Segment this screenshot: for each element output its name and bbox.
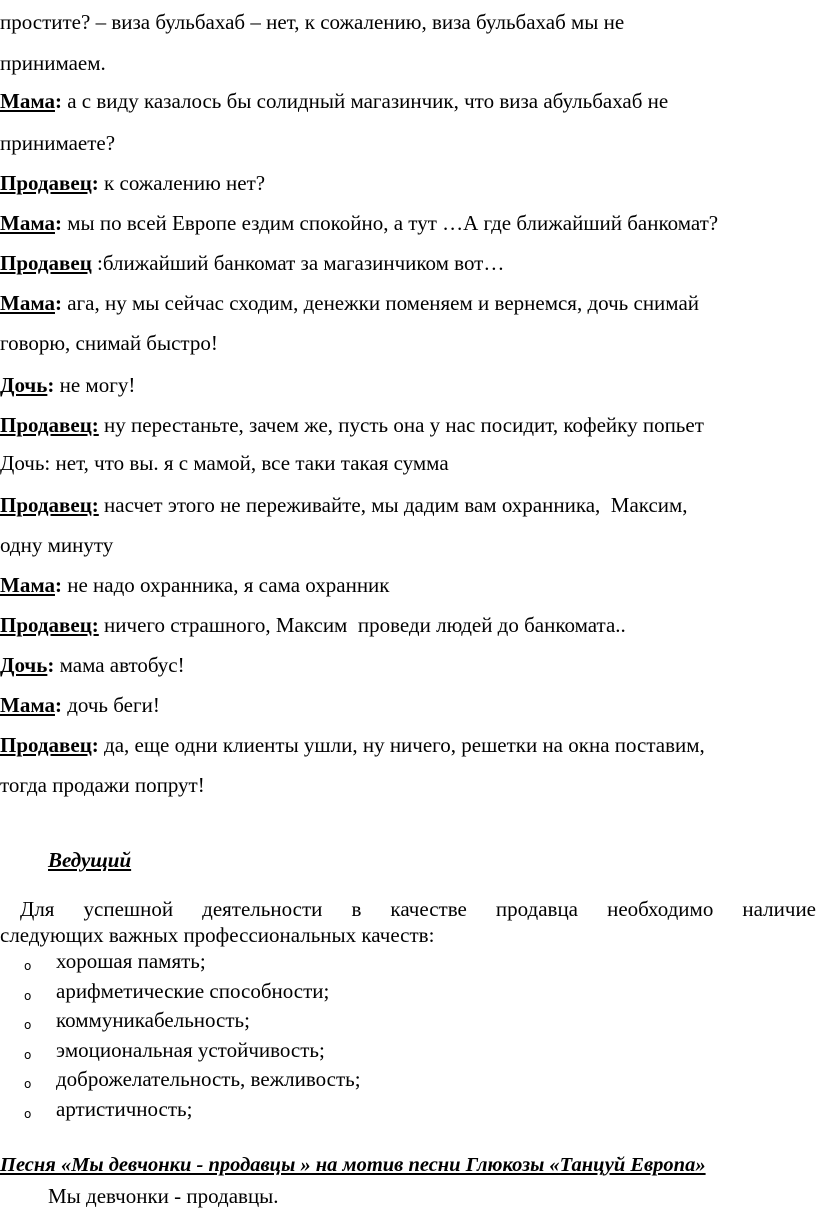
dialogue-line: [0, 733, 705, 757]
dialogue-text: мы по всей Европе ездим спокойно, а тут …А где ближайший банкомат?: [61, 211, 719, 235]
dialogue-text: говорю, снимай быстро!: [0, 331, 218, 355]
speaker-name: Мама: [0, 211, 55, 235]
dialogue-line: [0, 533, 113, 557]
dialogue-line: [0, 331, 218, 355]
bullet-marker: o: [24, 959, 32, 973]
dialogue-text: ну перестаньте, зачем же, пусть она у нас посидит, кофейку попьет: [98, 413, 704, 437]
bullet-marker: o: [24, 1047, 32, 1062]
quality-text: доброжелательность, вежливость;: [56, 1067, 361, 1092]
dialogue-line: [0, 413, 704, 437]
dialogue-text: насчет этого не переживайте, мы дадим вам охранника, Максим,: [98, 493, 688, 517]
speaker-name: Продавец:: [0, 493, 99, 517]
speaker-name: Продавец:: [0, 413, 99, 437]
dialogue-text: а с виду казалось бы солидный магазинчик, что виза абульбахаб не: [61, 89, 669, 113]
dialogue-text: к сожалению нет?: [98, 171, 266, 195]
dialogue-line: [0, 451, 449, 475]
paragraph-line-2: следующих важных профессиональных качеств:: [0, 923, 435, 947]
speaker-name: Мама: [0, 573, 55, 597]
dialogue-line: [0, 10, 624, 34]
speaker-name: Продавец: [0, 251, 92, 275]
quality-text: эмоциональная устойчивость;: [56, 1037, 325, 1062]
dialogue-text: одну минуту: [0, 533, 114, 557]
speaker-separator: :: [54, 291, 62, 315]
dialogue-line: [0, 493, 688, 517]
dialogue-text: Дочь: нет, что вы. я с мамой, все таки такая сумма: [0, 451, 449, 475]
dialogue-text: не могу!: [54, 373, 136, 397]
dialogue-text: тогда продажи попрут!: [0, 773, 205, 797]
dialogue-line: [0, 653, 185, 677]
bullet-marker: o: [24, 988, 32, 1003]
speaker-name: Мама: [0, 291, 55, 315]
dialogue-line: [0, 171, 265, 195]
dialogue-text: не надо охранника, я сама охранник: [61, 573, 390, 597]
song-title: Песня «Мы девчонки - продавцы » на мотив песни Глюкозы «Танцуй Европа»: [0, 1154, 706, 1176]
dialogue-text: мама автобус!: [54, 653, 185, 677]
dialogue-text: ничего страшного, Максим проведи людей до банкомата..: [98, 613, 626, 637]
bullet-marker: o: [24, 1018, 32, 1033]
speaker-separator: :: [54, 693, 62, 717]
speaker-separator: :: [91, 733, 99, 757]
speaker-name: Продавец: [0, 733, 92, 757]
bullet-marker: o: [24, 1077, 32, 1092]
speaker-name: Дочь: [0, 373, 48, 397]
dialogue-text: ага, ну мы сейчас сходим, денежки поменяем и вернемся, дочь снимай: [61, 291, 699, 315]
qualities-intro-paragraph: [0, 896, 816, 948]
speaker-name: Мама: [0, 693, 55, 717]
quality-text: хорошая память;: [56, 949, 206, 973]
dialogue-text: простите? – виза бульбахаб – нет, к сожалению, виза бульбахаб мы не: [0, 10, 625, 34]
dialogue-line: [0, 251, 504, 275]
dialogue-line: [0, 573, 390, 597]
dialogue-text: :ближайший банкомат за магазинчиком вот…: [91, 251, 505, 275]
speaker-separator: :: [47, 653, 55, 677]
speaker-name: Продавец: [0, 171, 92, 195]
speaker-separator: :: [54, 89, 62, 113]
speaker-separator: :: [47, 373, 55, 397]
speaker-separator: :: [54, 573, 62, 597]
quality-text: артистичность;: [56, 1096, 193, 1121]
dialogue-line: [0, 211, 718, 235]
dialogue-text: принимаем.: [0, 51, 106, 75]
quality-text: арифметические способности;: [56, 978, 330, 1003]
bullet-marker: o: [24, 1106, 32, 1121]
quality-text: коммуникабельность;: [56, 1008, 250, 1033]
dialogue-text: дочь беги!: [61, 693, 160, 717]
dialogue-line: [0, 693, 160, 717]
dialogue-line: [0, 613, 626, 637]
speaker-name: Продавец:: [0, 613, 99, 637]
dialogue-line: [0, 291, 699, 315]
dialogue-line: [0, 131, 115, 155]
dialogue-line: [0, 51, 106, 75]
song-first-line: Мы девчонки - продавцы.: [48, 1184, 279, 1208]
speaker-separator: :: [54, 211, 62, 235]
dialogue-text: принимаете?: [0, 131, 116, 155]
dialogue-line: [0, 89, 668, 113]
speaker-name: Мама: [0, 89, 55, 113]
dialogue-text: да, еще одни клиенты ушли, ну ничего, решетки на окна поставим,: [98, 733, 705, 757]
dialogue-line: [0, 773, 205, 797]
paragraph-line-1: Для успешной деятельности в качестве продавца необходимо наличие: [20, 897, 816, 921]
speaker-separator: :: [91, 171, 99, 195]
host-heading: Ведущий: [48, 848, 132, 872]
speaker-name: Дочь: [0, 653, 48, 677]
dialogue-line: [0, 373, 135, 397]
